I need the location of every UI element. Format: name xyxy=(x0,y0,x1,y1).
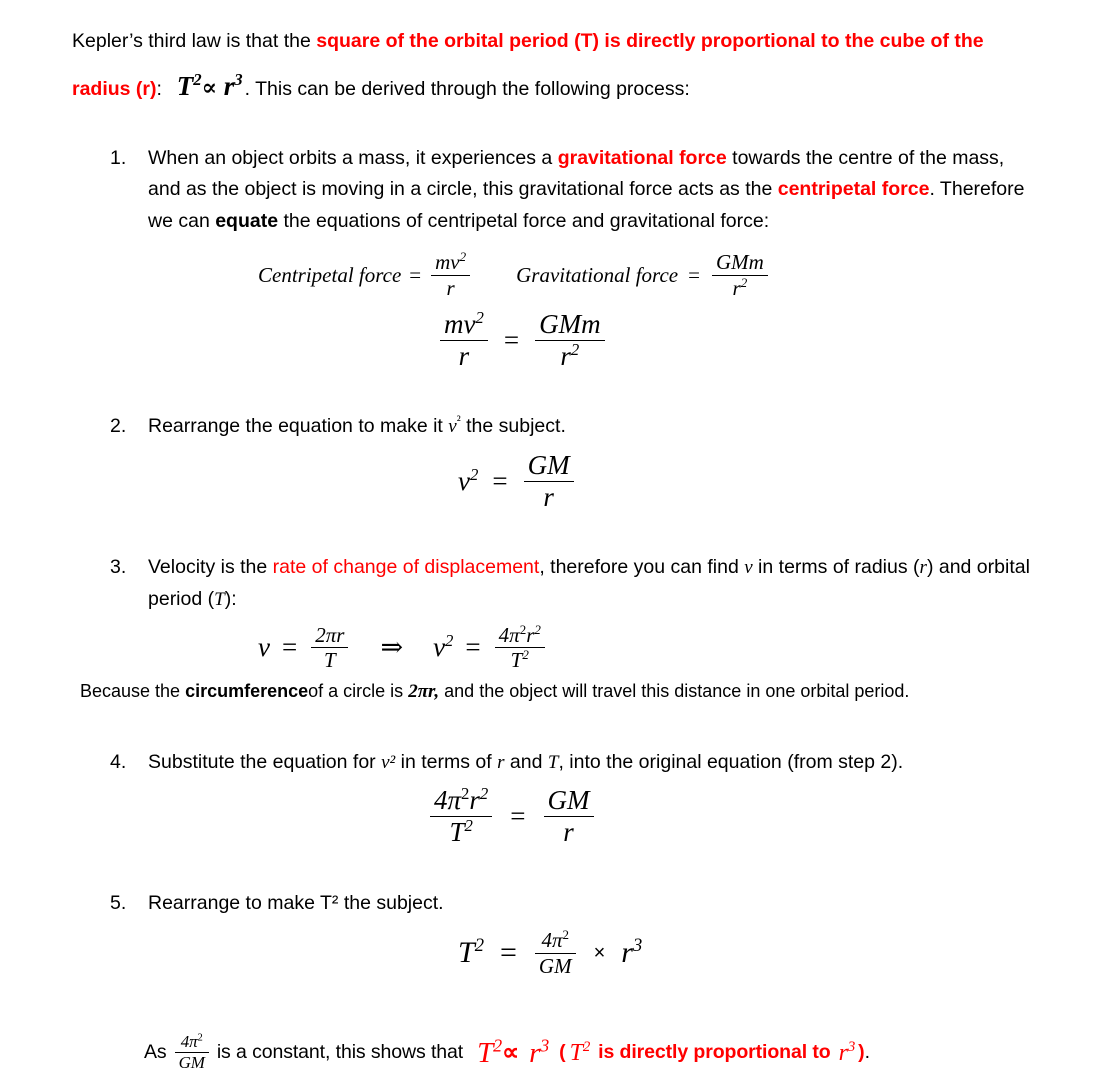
intro-tail-text: . This can be derived through the following process: xyxy=(245,78,690,100)
conclusion-frac-denominator: GM xyxy=(175,1053,209,1072)
conclusion-paren-open: ( xyxy=(559,1037,565,1069)
step-item-4 xyxy=(72,747,1036,848)
combined-right-fraction xyxy=(535,310,605,371)
conclusion-middle-text: is a constant, this shows that xyxy=(217,1037,463,1069)
conclusion-result-formula xyxy=(477,1030,502,1076)
step-3-v2-exponent: 2 xyxy=(445,631,453,650)
step-5-r-exponent: 3 xyxy=(633,935,642,956)
step-2-rhs-fraction xyxy=(524,451,574,512)
step-marker-5: 5. xyxy=(110,888,126,920)
step-5-r-cubed xyxy=(621,936,642,970)
pi-symbol-5: π xyxy=(189,1032,197,1051)
gravitational-den-exponent: 2 xyxy=(741,275,748,290)
conclusion-frac-numerator xyxy=(175,1033,209,1053)
step-5-lhs-exponent: 2 xyxy=(475,935,484,956)
step-4-den-T-exponent: 2 xyxy=(464,816,472,835)
step-4-pi-exponent: 2 xyxy=(461,784,469,803)
note-circumference-bold: circumference xyxy=(185,681,308,701)
step-5-frac-denominator: GM xyxy=(535,954,576,978)
step-4-part-4: and xyxy=(505,751,548,773)
conclusion-paren-text: is directly proportional to xyxy=(598,1037,830,1069)
step-3-num2-r: r xyxy=(526,623,534,647)
step-2-lhs xyxy=(458,466,478,497)
step-5-pi-exponent: 2 xyxy=(563,927,570,942)
step-3-v2-base: v xyxy=(433,632,445,662)
conclusion-paren-r xyxy=(839,1034,856,1073)
step-2-text-after: the subject. xyxy=(461,415,566,437)
step-4-lhs-numerator xyxy=(430,786,492,817)
conclusion-period: . xyxy=(865,1037,870,1069)
step-2-equation xyxy=(148,451,1036,512)
conclusion-num-4: 4 xyxy=(181,1032,189,1051)
step-4-num-4: 4 xyxy=(434,785,448,815)
step-4-symbol-T: T xyxy=(548,752,559,773)
gravitational-denominator xyxy=(712,276,768,300)
conclusion-proportional-icon: ∝ xyxy=(502,1034,519,1073)
conclusion-result-T-exponent: 2 xyxy=(493,1035,502,1055)
combined-left-numerator xyxy=(440,310,488,341)
step-2-inline-v: v xyxy=(448,416,456,437)
step-3-den2-exponent: 2 xyxy=(522,647,529,662)
conclusion-paren-T-exponent: 2 xyxy=(583,1039,590,1055)
conclusion-result-r-exponent: 3 xyxy=(540,1035,549,1055)
step-marker-3: 3. xyxy=(110,552,126,584)
intro-formula-r-exponent: 3 xyxy=(234,70,242,89)
gravitational-fraction xyxy=(712,251,768,299)
step-item-3 xyxy=(72,552,1036,706)
pi-symbol-4: π xyxy=(552,928,563,952)
step-3-v-squared-fraction xyxy=(495,624,545,672)
step-5-constant-fraction xyxy=(535,929,576,977)
intro-lead-text: Kepler’s third law is that the xyxy=(72,30,316,52)
step-4-part-0: Substitute the equation for xyxy=(148,751,381,773)
step-1-part-6: the equations of centripetal force and gravitational force: xyxy=(278,210,769,232)
note-part-0: Because the xyxy=(80,681,185,701)
step-4-num-r: r xyxy=(469,785,480,815)
step-3-symbol-r: r xyxy=(920,557,927,578)
step-item-1 xyxy=(72,143,1036,371)
centripetal-num-m: m xyxy=(435,250,450,274)
step-4-text xyxy=(148,747,1036,779)
note-part-4: and the object will travel this distance in one orbital period. xyxy=(439,681,909,701)
step-3-symbol-v: v xyxy=(744,557,752,578)
step-2-text-before: Rearrange the equation to make it xyxy=(148,415,448,437)
step-3-symbol-T: T xyxy=(214,589,225,610)
step-5-equals: = xyxy=(500,936,517,970)
intro-paragraph xyxy=(72,22,1036,113)
conclusion-paren-r-base: r xyxy=(839,1040,848,1066)
combined-right-denominator xyxy=(535,341,605,371)
step-4-part-6: , into the original equation (from step 2). xyxy=(558,751,903,773)
step-3-v: v xyxy=(258,632,270,663)
step-4-symbol-v-squared: v² xyxy=(381,752,395,773)
step-1-part-5: equate xyxy=(215,210,278,232)
step-4-equation xyxy=(148,786,1036,847)
combined-right-den-exponent: 2 xyxy=(571,340,579,359)
step-2-rhs-numerator: GM xyxy=(524,451,574,482)
step-3-part-8: ): xyxy=(225,588,237,610)
gravitational-equals: = xyxy=(688,263,700,288)
step-5-superscript: ² xyxy=(332,892,339,914)
combined-left-fraction xyxy=(440,310,488,371)
pi-symbol-2: π xyxy=(509,623,520,647)
step-3-equals-2: = xyxy=(465,632,480,663)
step-4-rhs-denominator: r xyxy=(544,817,594,847)
step-3-num-r: r xyxy=(336,623,344,647)
step-3-pi-exponent: 2 xyxy=(520,622,527,637)
step-4-equals: = xyxy=(510,801,525,832)
conclusion-paren-T xyxy=(570,1034,591,1073)
step-3-v2-numerator xyxy=(495,624,545,649)
combined-left-num-exponent: 2 xyxy=(475,308,483,327)
step-1-part-4: . Therefore we can xyxy=(148,178,1024,232)
step-5-text-before: Rearrange to make T xyxy=(148,892,332,914)
step-4-part-2: in terms of xyxy=(395,751,497,773)
step-3-text xyxy=(148,552,1036,616)
step-1-text xyxy=(148,143,1036,238)
step-marker-4: 4. xyxy=(110,747,126,779)
step-4-num-r-exponent: 2 xyxy=(480,784,488,803)
step-item-5 xyxy=(72,888,1036,978)
step-1-combined-equation xyxy=(148,310,1036,371)
intro-formula xyxy=(170,71,243,101)
step-1-part-3: centripetal force xyxy=(778,178,930,200)
step-2-inline-v-exponent: ² xyxy=(457,413,461,428)
step-5-lhs-base: T xyxy=(458,936,475,969)
conclusion-result-r xyxy=(529,1030,549,1076)
step-3-equals-1: = xyxy=(282,632,297,663)
centripetal-equals: = xyxy=(409,263,421,288)
step-5-frac-numerator xyxy=(535,929,576,954)
note-part-2: of a circle is xyxy=(308,681,408,701)
step-5-num-4: 4 xyxy=(541,928,552,952)
step-1-equation-row xyxy=(148,251,1036,299)
step-3-v2-denominator xyxy=(495,648,545,672)
proportional-icon: ∝ xyxy=(202,75,217,100)
implies-arrow-icon: ⇒ xyxy=(380,632,403,663)
step-2-rhs-denominator: r xyxy=(524,482,574,512)
step-marker-2: 2. xyxy=(110,411,126,443)
step-2-lhs-base: v xyxy=(458,466,470,496)
centripetal-num-v: v xyxy=(450,250,459,274)
conclusion-paren-T-base: T xyxy=(570,1040,583,1066)
steps-list xyxy=(72,143,1036,978)
step-4-symbol-r: r xyxy=(497,752,504,773)
pi-symbol-3: π xyxy=(448,785,462,815)
step-3-part-2: , therefore you can find xyxy=(539,556,744,578)
intro-colon: : xyxy=(157,78,162,100)
step-5-lhs xyxy=(458,936,484,970)
step-3-v-squared xyxy=(433,632,453,663)
step-4-lhs-fraction xyxy=(430,786,492,847)
step-5-r-base: r xyxy=(621,936,633,969)
step-4-lhs-denominator xyxy=(430,817,492,847)
step-1-part-1: gravitational force xyxy=(558,147,727,169)
intro-highlight-text: square of the orbital period (T) is directly proportional to the cube of the radius (r) xyxy=(72,30,984,100)
pi-symbol: π xyxy=(326,623,337,647)
conclusion-paren-close: ) xyxy=(858,1037,864,1069)
step-3-num2-r-exponent: 2 xyxy=(534,622,541,637)
step-3-num2-4: 4 xyxy=(499,623,510,647)
gravitational-force-label: Gravitational force xyxy=(516,263,678,288)
combined-left-num-v: v xyxy=(464,309,476,339)
step-4-rhs-numerator: GM xyxy=(544,786,594,817)
step-2-lhs-exponent: 2 xyxy=(470,465,478,484)
combined-equals: = xyxy=(504,325,519,356)
step-item-2 xyxy=(72,411,1036,512)
centripetal-numerator xyxy=(431,251,470,276)
step-3-num-2: 2 xyxy=(315,623,326,647)
gravitational-den-r: r xyxy=(733,276,741,300)
conclusion-result-r-base: r xyxy=(529,1037,540,1069)
step-3-part-0: Velocity is the xyxy=(148,556,273,578)
step-4-rhs-fraction xyxy=(544,786,594,847)
step-3-velocity-fraction xyxy=(311,624,348,672)
step-1-part-2: towards the centre of the mass, and as the object is moving in a circle, this gravitational force acts as the xyxy=(148,147,1004,201)
step-4-den-T: T xyxy=(449,817,464,847)
conclusion-paren-r-exponent: 3 xyxy=(848,1039,855,1055)
centripetal-num-exponent: 2 xyxy=(460,249,467,264)
step-3-equation xyxy=(148,624,1036,672)
step-marker-1: 1. xyxy=(110,143,126,175)
step-5-text-after: the subject. xyxy=(338,892,443,914)
step-3-den2-T: T xyxy=(511,648,523,672)
centripetal-denominator: r xyxy=(431,276,470,300)
conclusion-pi-exponent: 2 xyxy=(198,1032,203,1043)
step-3-part-1: rate of change of displacement xyxy=(273,556,540,578)
step-2-inline-v-squared xyxy=(448,416,460,437)
step-5-equation xyxy=(148,929,1036,977)
multiply-icon: × xyxy=(594,942,606,965)
conclusion-result-T: T xyxy=(477,1037,493,1069)
step-1-part-0: When an object orbits a mass, it experiences a xyxy=(148,147,558,169)
combined-left-num-m: m xyxy=(444,309,464,339)
intro-formula-T: T xyxy=(177,71,194,101)
centripetal-fraction xyxy=(431,251,470,299)
combined-right-den-r: r xyxy=(560,341,571,371)
step-3-velocity-denominator: T xyxy=(311,648,348,672)
conclusion-lead: As xyxy=(144,1037,167,1069)
conclusion-line xyxy=(72,1030,1036,1076)
step-5-text xyxy=(148,888,1036,920)
note-circumference-formula: 2πr, xyxy=(408,681,439,702)
step-3-note xyxy=(80,678,1036,707)
combined-left-denominator: r xyxy=(440,341,488,371)
step-3-part-6: ) and orbital period ( xyxy=(148,556,1030,610)
intro-formula-T-exponent: 2 xyxy=(193,70,201,89)
step-3-part-4: in terms of radius ( xyxy=(753,556,920,578)
gravitational-numerator: GMm xyxy=(712,251,768,276)
step-3-velocity-numerator xyxy=(311,624,348,649)
intro-formula-r: r xyxy=(224,71,235,101)
step-2-text xyxy=(148,411,1036,443)
combined-right-numerator: GMm xyxy=(535,310,605,341)
conclusion-constant-fraction xyxy=(175,1033,209,1073)
step-2-equals: = xyxy=(492,466,507,497)
centripetal-force-label: Centripetal force xyxy=(258,263,401,288)
